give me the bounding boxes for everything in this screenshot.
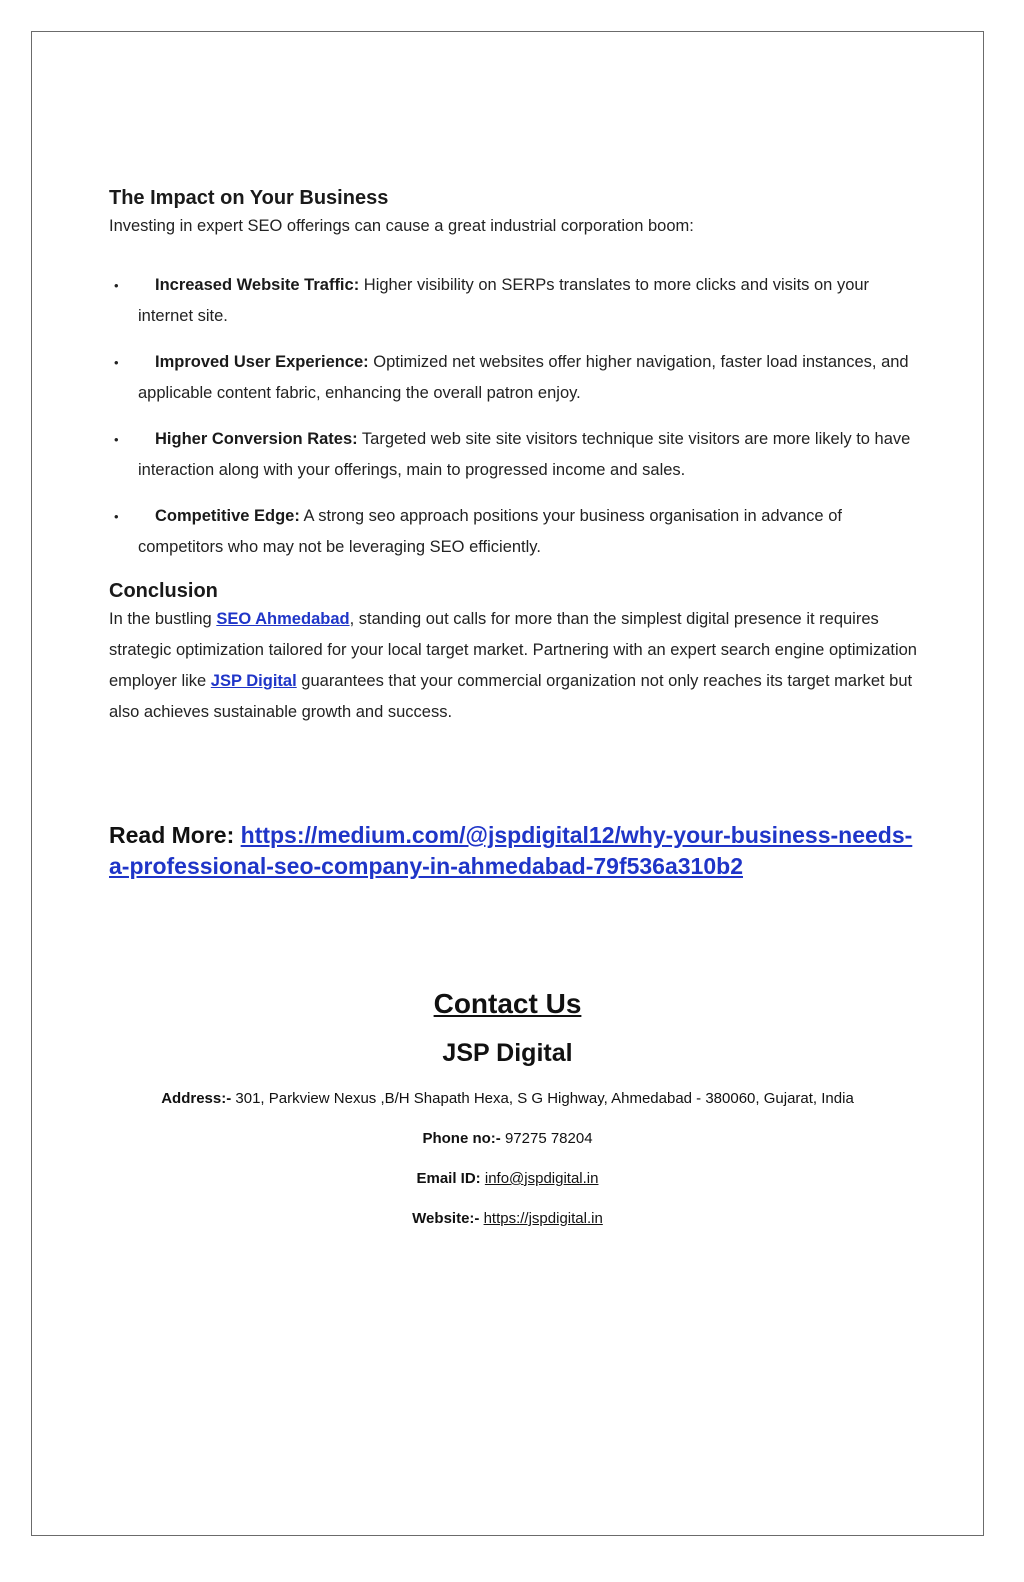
read-more-link[interactable]: https://medium.com/@jspdigital12/why-your-business-needs-a-professional-seo-company-in-ahmedabad-79f536a310b2	[109, 822, 913, 879]
website-link[interactable]: https://jspdigital.in	[483, 1210, 603, 1227]
benefit-title: Increased Website Traffic:	[155, 276, 360, 294]
document-body	[109, 185, 919, 905]
benefit-text: A strong seo approach positions your business organisation in advance of competitors who may not be leveraging SEO efficiently.	[138, 507, 842, 556]
conclusion-heading: Conclusion	[109, 580, 218, 602]
jsp-digital-link[interactable]: JSP Digital	[210, 672, 297, 690]
impact-heading: The Impact on Your Business	[109, 187, 389, 209]
contact-title: Contact Us	[433, 988, 582, 1019]
read-more-label: Read More:	[109, 822, 241, 848]
list-item	[109, 270, 919, 332]
address-value: 301, Parkview Nexus ,B/H Shapath Hexa, S G Highway, Ahmedabad - 380060, Gujarat, India	[231, 1090, 854, 1107]
conclusion-text: , standing out calls for more than the simplest digital presence it requires strategic optimization tailored for your local target market. Partnering with an expert search engine optimization employer like	[109, 610, 917, 690]
phone-value: 97275 78204	[500, 1130, 593, 1147]
website-line	[31, 1209, 984, 1229]
email-label: Email ID:	[416, 1170, 481, 1187]
conclusion-text: In the bustling	[109, 610, 217, 628]
impact-intro: Investing in expert SEO offerings can cause a great industrial corporation boom:	[109, 217, 694, 235]
company-name: JSP Digital	[442, 1039, 573, 1067]
address-label: Address:-	[161, 1090, 232, 1107]
address-line	[31, 1089, 984, 1109]
email-line	[31, 1169, 984, 1189]
benefit-text: Higher visibility on SERPs translates to more clicks and visits on your internet site.	[138, 276, 870, 325]
bullet-icon: •	[114, 509, 119, 524]
benefit-title: Higher Conversion Rates:	[155, 430, 358, 448]
conclusion-paragraph	[109, 604, 919, 728]
website-label: Website:-	[412, 1210, 480, 1227]
phone-line	[31, 1129, 984, 1149]
read-more	[109, 820, 919, 882]
benefit-text: Targeted web site site visitors technique site visitors are more likely to have interaction along with your offerings, main to progressed income and sales.	[138, 430, 911, 479]
benefit-text: Optimized net websites offer higher navigation, faster load instances, and applicable content fabric, enhancing the overall patron enjoy.	[138, 353, 909, 402]
seo-ahmedabad-link[interactable]: SEO Ahmedabad	[216, 610, 350, 628]
conclusion-text: guarantees that your commercial organization not only reaches its target market but also achieves sustainable growth and success.	[109, 672, 913, 721]
list-item	[109, 347, 919, 409]
bullet-icon: •	[114, 432, 119, 447]
contact-section	[31, 984, 984, 1229]
list-item	[109, 424, 919, 486]
list-item	[109, 501, 919, 563]
benefits-list	[109, 270, 919, 563]
phone-label: Phone no:-	[422, 1130, 501, 1147]
benefit-title: Improved User Experience:	[155, 353, 369, 371]
bullet-icon: •	[114, 278, 119, 293]
bullet-icon: •	[114, 355, 119, 370]
benefit-title: Competitive Edge:	[155, 507, 300, 525]
email-link[interactable]: info@jspdigital.in	[484, 1170, 599, 1187]
